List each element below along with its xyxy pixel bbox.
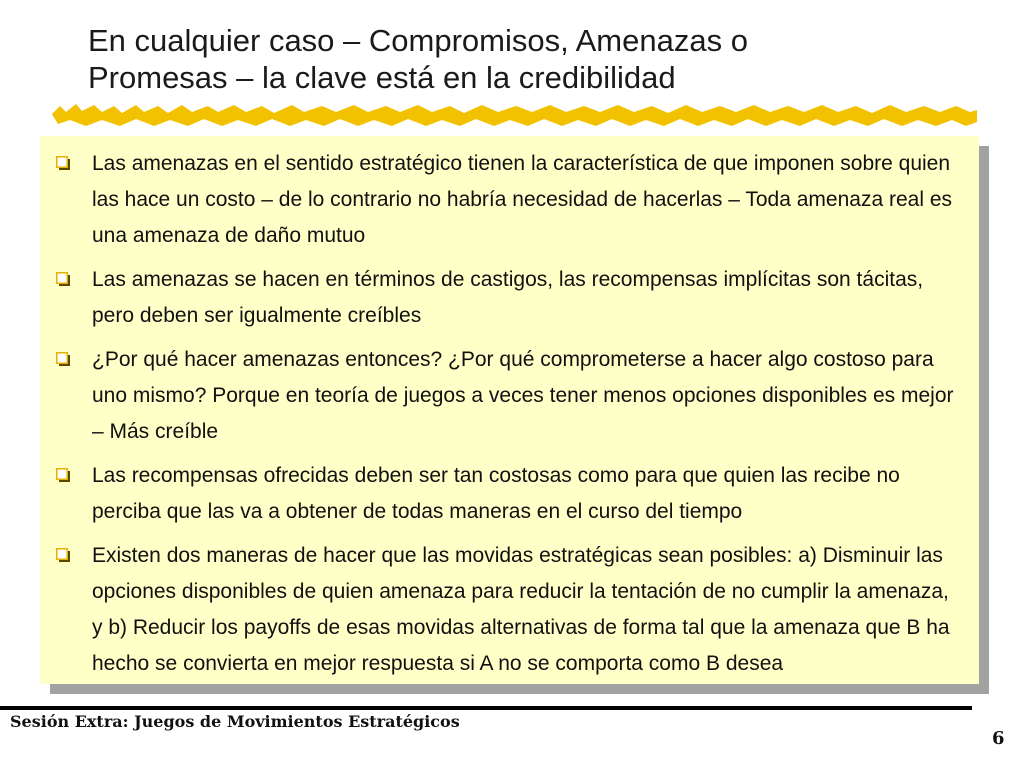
bullet-item: [52, 538, 965, 682]
bullet-item: [52, 146, 965, 254]
checkbox-icon: [56, 272, 70, 286]
content-panel: [40, 136, 979, 684]
bullet-list: [40, 136, 979, 682]
bullet-text: ¿Por qué hacer amenazas entonces? ¿Por qué comprometerse a hacer algo costoso para uno mismo? Porque en teoría de juegos a veces tener menos opciones disponibles es mejor – Más creíble: [92, 348, 954, 443]
checkbox-icon: [56, 156, 70, 170]
bullet-item: [52, 342, 965, 450]
bullet-item: [52, 458, 965, 530]
page-number: 6: [992, 728, 1005, 749]
bullet-text: Las amenazas en el sentido estratégico tienen la característica de que imponen sobre quien las hace un costo – de lo contrario no habría necesidad de hacerlas – Toda amenaza real es una amenaza de daño mutuo: [92, 152, 953, 247]
checkbox-icon: [56, 548, 70, 562]
slide-title-line-2: Promesas – la clave está en la credibilidad: [88, 60, 676, 95]
checkbox-icon: [56, 468, 70, 482]
title-underline-brush: [52, 100, 977, 130]
bullet-text: Las amenazas se hacen en términos de castigos, las recompensas implícitas son tácitas, pero deben ser igualmente creíbles: [92, 268, 924, 327]
footer-divider: [0, 706, 972, 710]
slide-title: [88, 22, 988, 96]
checkbox-icon: [56, 352, 70, 366]
bullet-text: Existen dos maneras de hacer que las movidas estratégicas sean posibles: a) Disminuir las opciones disponibles de quien amenaza para reducir la tentación de no cumplir la amenaza, y b) Reducir los payoffs de esas movidas alternativas de forma tal que la amenaza que B ha hecho se convierta en mejor respuesta si A no se comporta como B desea: [92, 544, 950, 675]
bullet-item: [52, 262, 965, 334]
footer-caption: Sesión Extra: Juegos de Movimientos Estratégicos: [10, 712, 460, 731]
slide-title-line-1: En cualquier caso – Compromisos, Amenazas o: [88, 23, 748, 58]
bullet-text: Las recompensas ofrecidas deben ser tan costosas como para que quien las recibe no perciba que las va a obtener de todas maneras en el curso del tiempo: [92, 464, 900, 523]
